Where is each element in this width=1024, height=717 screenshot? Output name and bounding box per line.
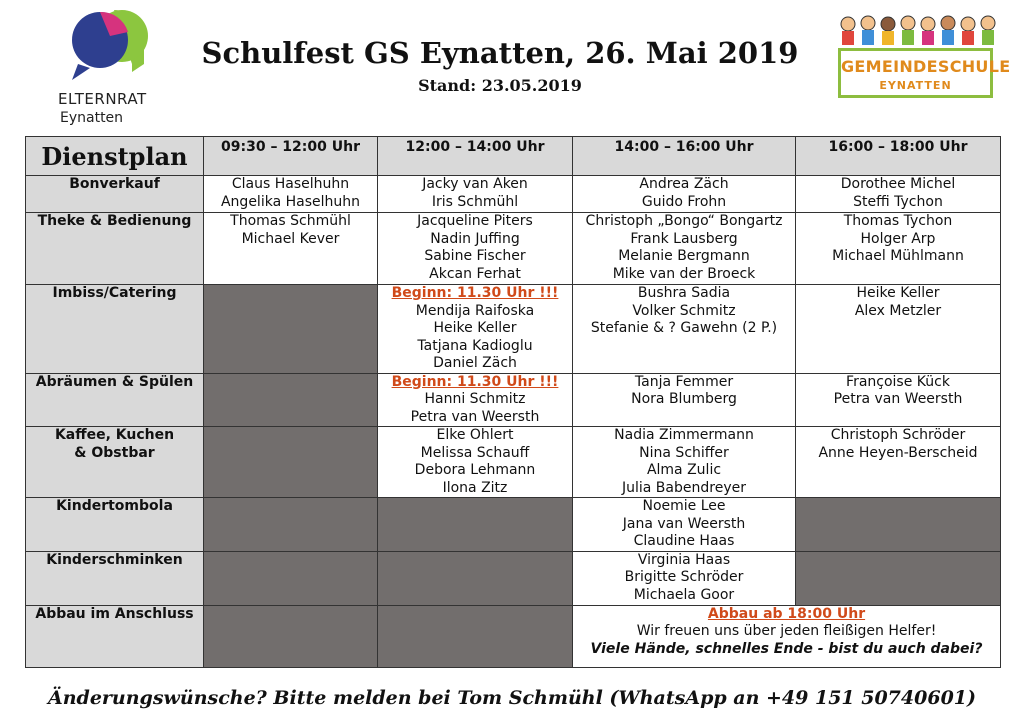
helper-name: Michael Kever — [241, 230, 340, 247]
shift-cell — [573, 285, 796, 374]
helper-name: Alma Zulic — [646, 462, 722, 478]
helper-name: Akcan Ferhat — [429, 265, 521, 282]
helper-name: Andrea Zäch — [639, 176, 729, 192]
role-cell: Kinderschminken — [26, 551, 204, 605]
helper-name: Steffi Tychon — [853, 193, 943, 210]
blocked-cell — [378, 551, 573, 605]
table-row — [26, 498, 1001, 552]
table-row — [26, 373, 1001, 427]
elternrat-logo-line2: Eynatten — [60, 110, 124, 126]
column-header: 16:00 – 18:00 Uhr — [796, 137, 1001, 176]
helper-name: Tatjana Kadioglu — [417, 337, 533, 354]
role-label-line: & Obstbar — [74, 444, 155, 461]
helper-name: Nadia Zimmermann — [614, 427, 754, 443]
helper-name: Thomas Tychon — [843, 213, 953, 229]
helper-name: Petra van Weersth — [833, 391, 963, 407]
helper-name: Françoise Kück — [846, 373, 950, 390]
blocked-cell — [204, 551, 378, 605]
shift-cell — [378, 427, 573, 498]
column-header: 12:00 – 14:00 Uhr — [378, 137, 573, 176]
helper-name: Mike van der Broeck — [612, 265, 756, 282]
helper-name: Heike Keller — [433, 320, 517, 336]
role-cell: Theke & Bedienung — [26, 213, 204, 285]
helper-name: Tanja Femmer — [634, 373, 734, 390]
helper-name: Melissa Schauff — [420, 444, 530, 461]
helper-name: Bushra Sadia — [637, 285, 731, 301]
helper-name: Jana van Weersth — [622, 515, 746, 532]
table-row — [26, 176, 1001, 213]
table-row — [26, 213, 1001, 285]
teardown-cell — [573, 605, 1001, 667]
speech-bubbles-logo-icon — [70, 6, 150, 86]
role-cell: Abräumen & Spülen — [26, 373, 204, 427]
helper-name: Ilona Zitz — [442, 479, 508, 496]
role-label-line: Kaffee, Kuchen — [54, 427, 175, 443]
helper-name: Daniel Zäch — [433, 355, 517, 371]
column-header: 09:30 – 12:00 Uhr — [204, 137, 378, 176]
blocked-cell — [204, 427, 378, 498]
shift-cell — [378, 285, 573, 374]
shift-cell — [573, 498, 796, 552]
blocked-cell — [204, 285, 378, 374]
table-row — [26, 605, 1001, 667]
helper-name: Claudine Haas — [633, 533, 735, 549]
blocked-cell — [204, 373, 378, 427]
shift-cell — [204, 176, 378, 213]
school-name-box — [838, 48, 1011, 98]
blocked-cell — [796, 551, 1001, 605]
blocked-cell — [378, 605, 573, 667]
page-subtitle: Stand: 23.05.2019 — [418, 76, 582, 95]
start-time-alert: Beginn: 11.30 Uhr !!! — [391, 285, 559, 301]
helper-name: Sabine Fischer — [424, 248, 526, 264]
helper-name: Christoph Schröder — [830, 427, 966, 443]
teardown-time-alert: Abbau ab 18:00 Uhr — [707, 605, 866, 622]
table-header-row — [26, 137, 1001, 176]
helper-name: Nina Schiffer — [639, 444, 729, 461]
school-logo-line2: EYNATTEN — [879, 79, 952, 92]
helper-name: Volker Schmitz — [632, 302, 736, 319]
helper-name: Hanni Schmitz — [424, 391, 526, 407]
role-cell — [26, 427, 204, 498]
teardown-message: Wir freuen uns über jeden fleißigen Helfer! — [636, 623, 937, 639]
role-cell: Bonverkauf — [26, 176, 204, 213]
shift-cell — [796, 285, 1001, 374]
shift-cell — [378, 373, 573, 427]
helper-name: Mendija Raifoska — [415, 302, 535, 319]
helper-name: Julia Babendreyer — [622, 479, 746, 496]
teardown-call-to-action: Viele Hände, schnelles Ende - bist du auch dabei? — [590, 640, 983, 657]
helper-name: Iris Schmühl — [431, 193, 519, 210]
table-row — [26, 551, 1001, 605]
shift-cell — [378, 176, 573, 213]
helper-name: Alex Metzler — [854, 302, 942, 319]
page-title: Schulfest GS Eynatten, 26. Mai 2019 — [201, 36, 799, 70]
blocked-cell — [796, 498, 1001, 552]
start-time-alert: Beginn: 11.30 Uhr !!! — [391, 373, 559, 390]
helper-name: Melanie Bergmann — [618, 248, 750, 264]
gemeindeschule-logo — [836, 14, 1011, 100]
helper-name: Christoph „Bongo“ Bongartz — [585, 213, 783, 229]
helper-name: Frank Lausberg — [630, 230, 738, 247]
school-logo-line1: GEMEINDESCHULE — [841, 57, 1011, 76]
shift-cell — [796, 213, 1001, 285]
helper-name: Angelika Haselhuhn — [220, 193, 360, 210]
helper-name: Nora Blumberg — [631, 391, 737, 407]
table-row — [26, 285, 1001, 374]
shift-cell — [796, 176, 1001, 213]
role-cell: Abbau im Anschluss — [26, 605, 204, 667]
contact-footer: Änderungswünsche? Bitte melden bei Tom Schmühl (WhatsApp an +49 151 50740601) — [47, 687, 976, 709]
shift-cell — [573, 551, 796, 605]
table-corner-title: Dienstplan — [26, 137, 204, 176]
duty-roster-table — [25, 136, 1001, 668]
elternrat-logo-line1: ELTERNRAT — [58, 90, 147, 108]
helper-name: Anne Heyen-Berscheid — [818, 444, 978, 461]
shift-cell — [204, 213, 378, 285]
helper-name: Jacqueline Piters — [417, 213, 533, 229]
helper-name: Noemie Lee — [642, 498, 726, 514]
helper-name: Debora Lehmann — [414, 462, 536, 478]
helper-name: Elke Ohlert — [436, 427, 514, 443]
shift-cell — [378, 213, 573, 285]
helper-name: Brigitte Schröder — [624, 569, 744, 585]
shift-cell — [573, 213, 796, 285]
helper-name: Michaela Goor — [633, 586, 735, 603]
role-cell: Kindertombola — [26, 498, 204, 552]
helper-name: Claus Haselhuhn — [231, 176, 350, 192]
blocked-cell — [204, 498, 378, 552]
helper-name: Jacky van Aken — [422, 176, 528, 192]
helper-name: Petra van Weersth — [410, 408, 540, 425]
shift-cell — [573, 373, 796, 427]
column-header: 14:00 – 16:00 Uhr — [573, 137, 796, 176]
helper-name: Virginia Haas — [637, 551, 731, 568]
table-row — [26, 427, 1001, 498]
helper-name: Nadin Juffing — [430, 230, 520, 247]
helper-name: Guido Frohn — [641, 193, 727, 210]
shift-cell — [796, 427, 1001, 498]
elternrat-logo — [58, 6, 168, 131]
role-cell: Imbiss/Catering — [26, 285, 204, 374]
helper-name: Thomas Schmühl — [230, 213, 351, 229]
helper-name: Stefanie & ? Gawehn (2 P.) — [590, 320, 778, 336]
blocked-cell — [378, 498, 573, 552]
shift-cell — [573, 176, 796, 213]
helper-name: Holger Arp — [860, 230, 936, 247]
shift-cell — [573, 427, 796, 498]
helper-name: Dorothee Michel — [840, 176, 956, 192]
helper-name: Michael Mühlmann — [832, 248, 964, 264]
children-illustration-icon — [836, 14, 999, 48]
blocked-cell — [204, 605, 378, 667]
helper-name: Heike Keller — [856, 285, 940, 301]
shift-cell — [796, 373, 1001, 427]
